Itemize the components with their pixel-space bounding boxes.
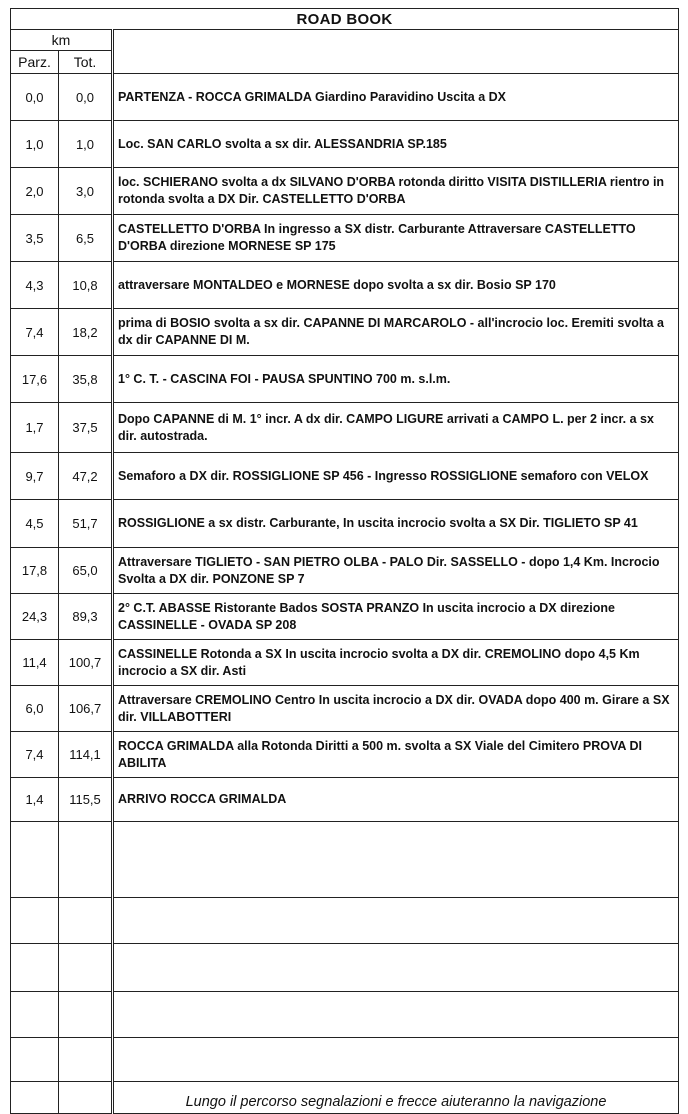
instruction-cell: prima di BOSIO svolta a sx dir. CAPANNE DI MARCAROLO - all'incrocio loc. Eremiti svolta a dx dir CAPANNE DI M.: [113, 309, 679, 356]
total-km-cell: 115,5: [59, 778, 113, 822]
route-row: [11, 403, 679, 453]
total-km-header: Tot.: [59, 51, 113, 74]
route-row: [11, 640, 679, 686]
total-km-cell: 10,8: [59, 262, 113, 309]
partial-km-cell: 1,4: [11, 778, 59, 822]
total-km-cell: 35,8: [59, 356, 113, 403]
footer-row: [11, 1082, 679, 1114]
blank-rows: [11, 822, 679, 1114]
instruction-cell: Dopo CAPANNE di M. 1° incr. A dx dir. CAMPO LIGURE arrivati a CAMPO L. per 2 incr. a sx dir. autostrada.: [113, 403, 679, 453]
instruction-cell: loc. SCHIERANO svolta a dx SILVANO D'ORBA rotonda diritto VISITA DISTILLERIA rientro in rotonda svolta a DX Dir. CASTELLETTO D'ORBA: [113, 168, 679, 215]
instruction-cell: Attraversare TIGLIETO - SAN PIETRO OLBA - PALO Dir. SASSELLO - dopo 1,4 Km. Incrocio Svolta a DX dir. PONZONE SP 7: [113, 548, 679, 594]
partial-km-cell: 4,5: [11, 500, 59, 548]
total-km-cell: 6,5: [59, 215, 113, 262]
total-km-cell: 65,0: [59, 548, 113, 594]
route-row: [11, 500, 679, 548]
total-km-cell: 0,0: [59, 74, 113, 121]
partial-km-cell: 7,4: [11, 732, 59, 778]
route-row: [11, 453, 679, 500]
instruction-cell: 1° C. T. - CASCINA FOI - PAUSA SPUNTINO 700 m. s.l.m.: [113, 356, 679, 403]
partial-km-cell: 4,3: [11, 262, 59, 309]
total-km-cell: 100,7: [59, 640, 113, 686]
route-row: [11, 686, 679, 732]
instruction-cell: Loc. SAN CARLO svolta a sx dir. ALESSANDRIA SP.185: [113, 121, 679, 168]
route-row: [11, 74, 679, 121]
partial-km-header: Parz.: [11, 51, 59, 74]
route-row: [11, 121, 679, 168]
total-km-cell: 51,7: [59, 500, 113, 548]
partial-km-cell: 1,0: [11, 121, 59, 168]
instruction-cell: ARRIVO ROCCA GRIMALDA: [113, 778, 679, 822]
route-row: [11, 168, 679, 215]
instruction-cell: ROSSIGLIONE a sx distr. Carburante, In uscita incrocio svolta a SX Dir. TIGLIETO SP 41: [113, 500, 679, 548]
route-row: [11, 778, 679, 822]
footer-note: Lungo il percorso segnalazioni e frecce aiuteranno la navigazione: [113, 1082, 679, 1114]
total-km-cell: 114,1: [59, 732, 113, 778]
total-km-cell: 47,2: [59, 453, 113, 500]
instruction-cell: PARTENZA - ROCCA GRIMALDA Giardino Paravidino Uscita a DX: [113, 74, 679, 121]
partial-km-cell: 24,3: [11, 594, 59, 640]
route-row: [11, 309, 679, 356]
instruction-cell: CASSINELLE Rotonda a SX In uscita incrocio svolta a DX dir. CREMOLINO dopo 4,5 Km incrocio a SX dir. Asti: [113, 640, 679, 686]
instruction-cell: Attraversare CREMOLINO Centro In uscita incrocio a DX dir. OVADA dopo 400 m. Girare a SX dir. VILLABOTTERI: [113, 686, 679, 732]
route-rows: [11, 74, 679, 822]
partial-km-cell: 1,7: [11, 403, 59, 453]
partial-km-cell: 9,7: [11, 453, 59, 500]
instruction-cell: attraversare MONTALDEO e MORNESE dopo svolta a sx dir. Bosio SP 170: [113, 262, 679, 309]
total-km-cell: 89,3: [59, 594, 113, 640]
partial-km-cell: 3,5: [11, 215, 59, 262]
road-book-table: [10, 8, 679, 1114]
blank-row: [11, 944, 679, 992]
partial-km-cell: 7,4: [11, 309, 59, 356]
total-km-cell: 37,5: [59, 403, 113, 453]
road-book-sheet: [10, 8, 678, 1110]
partial-km-cell: 17,8: [11, 548, 59, 594]
route-row: [11, 262, 679, 309]
route-row: [11, 732, 679, 778]
total-km-cell: 18,2: [59, 309, 113, 356]
blank-row: [11, 898, 679, 944]
partial-km-cell: 17,6: [11, 356, 59, 403]
total-km-cell: 106,7: [59, 686, 113, 732]
route-row: [11, 356, 679, 403]
route-row: [11, 548, 679, 594]
partial-km-cell: 0,0: [11, 74, 59, 121]
partial-km-cell: 6,0: [11, 686, 59, 732]
blank-row: [11, 1038, 679, 1082]
km-header: km: [11, 30, 113, 51]
instruction-cell: ROCCA GRIMALDA alla Rotonda Diritti a 500 m. svolta a SX Viale del Cimitero PROVA DI ABILITA: [113, 732, 679, 778]
blank-row: [11, 822, 679, 898]
instruction-cell: Semaforo a DX dir. ROSSIGLIONE SP 456 - Ingresso ROSSIGLIONE semaforo con VELOX: [113, 453, 679, 500]
total-km-cell: 3,0: [59, 168, 113, 215]
header-blank-cell: [113, 30, 679, 74]
road-book-title: ROAD BOOK: [11, 9, 679, 30]
route-row: [11, 215, 679, 262]
total-km-cell: 1,0: [59, 121, 113, 168]
route-row: [11, 594, 679, 640]
instruction-cell: 2° C.T. ABASSE Ristorante Bados SOSTA PRANZO In uscita incrocio a DX direzione CASSINELLE - OVADA SP 208: [113, 594, 679, 640]
partial-km-cell: 11,4: [11, 640, 59, 686]
instruction-cell: CASTELLETTO D'ORBA In ingresso a SX distr. Carburante Attraversare CASTELLETTO D'ORBA direzione MORNESE SP 175: [113, 215, 679, 262]
partial-km-cell: 2,0: [11, 168, 59, 215]
blank-row: [11, 992, 679, 1038]
